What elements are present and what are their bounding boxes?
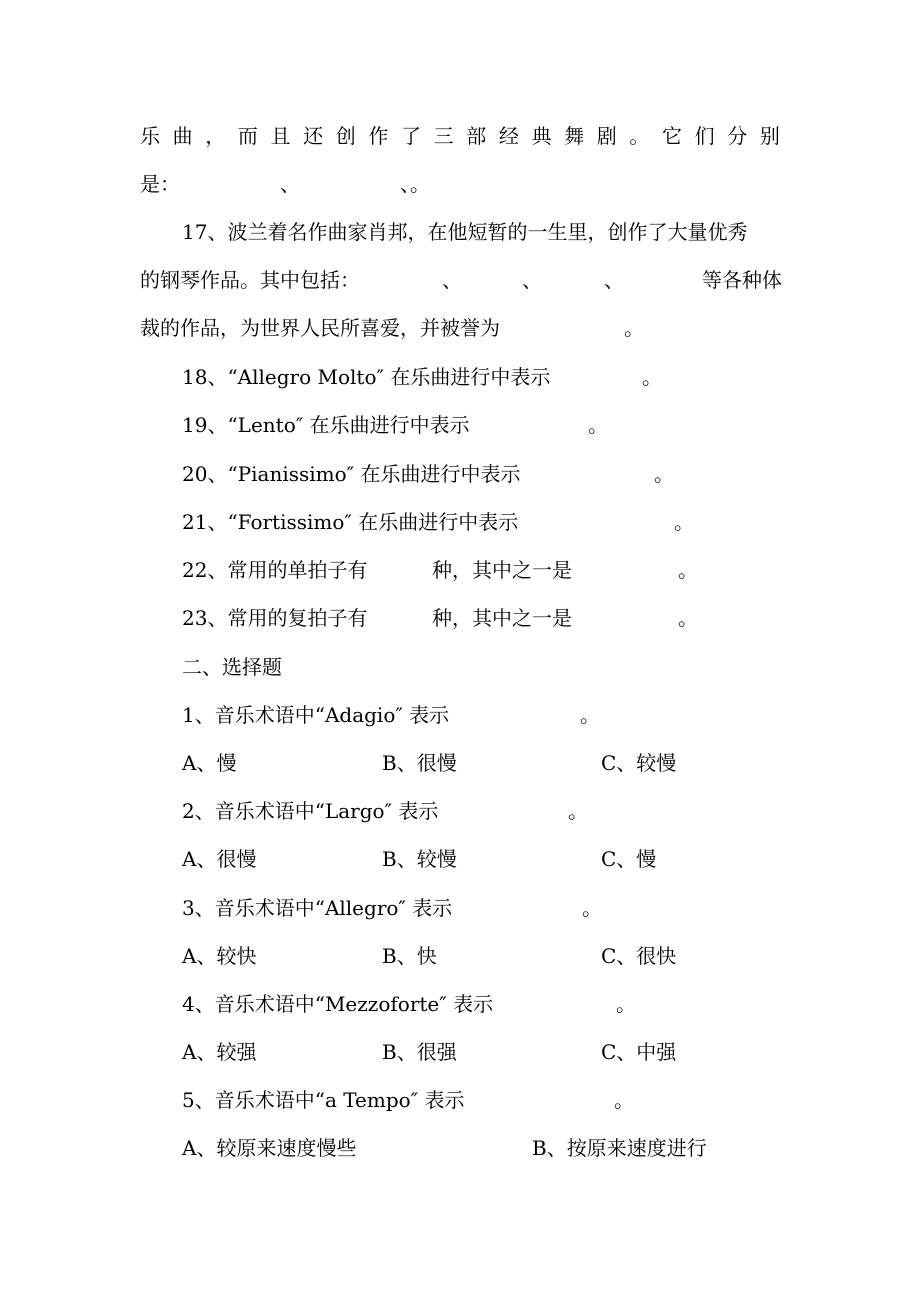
mc-option-a: A、很慢 (182, 847, 257, 871)
text-char: 三 (433, 124, 454, 148)
mc-option-c: C、慢 (601, 847, 657, 871)
q17-line1: 17、波兰着名作曲家肖邦，在他短暂的一生里，创作了大量优秀 (182, 220, 748, 244)
q19-end: 。 (588, 413, 608, 437)
text-char: 经 (498, 124, 519, 148)
mc-option-b: B、很强 (382, 1040, 457, 1064)
q17-sep: 、 (442, 268, 462, 292)
text-char: 。 (629, 124, 650, 148)
mc-question: 1、音乐术语中“Adagio″ 表示 (182, 703, 450, 727)
mc-question-end: 。 (568, 799, 588, 823)
mc-option-a: A、较强 (182, 1040, 257, 1064)
text-char: 分 (727, 124, 748, 148)
q17-line3-start: 裁的作品，为世界人民所喜爱，并被誉为 (140, 316, 500, 340)
q17-line2-end: 等各种体 (702, 268, 782, 292)
mc-option-b: B、快 (382, 944, 437, 968)
q19-text: 19、“Lento″ 在乐曲进行中表示 (182, 413, 470, 437)
q16-line2-sep: 、 (280, 172, 300, 196)
mc-question: 5、音乐术语中“a Tempo″ 表示 (182, 1088, 465, 1112)
q23-end: 。 (678, 606, 698, 630)
q22-end: 。 (678, 558, 698, 582)
text-char: 乐 (140, 124, 160, 148)
text-char: 曲 (172, 124, 193, 148)
text-char: 们 (694, 124, 715, 148)
mc-question-end: 。 (580, 703, 600, 727)
q20-text: 20、“Pianissimo″ 在乐曲进行中表示 (182, 462, 521, 486)
mc-question-end: 。 (614, 1088, 634, 1112)
q17-line3-end: 。 (624, 316, 644, 340)
q23-mid: 种，其中之一是 (432, 606, 572, 630)
q17-sep: 、 (604, 268, 624, 292)
mc-option-a: A、较快 (182, 944, 257, 968)
q22-mid: 种，其中之一是 (432, 558, 572, 582)
q21-text: 21、“Fortissimo″ 在乐曲进行中表示 (182, 510, 519, 534)
mc-question-end: 。 (616, 992, 636, 1016)
q16-line2-sep: 、。 (400, 172, 430, 196)
q22-start: 22、常用的单拍子有 (182, 558, 368, 582)
text-char: 了 (401, 124, 421, 148)
text-char: 典 (531, 124, 552, 148)
q16-line1 (140, 124, 780, 148)
q18-text: 18、“Allegro Molto″ 在乐曲进行中表示 (182, 365, 551, 389)
text-char: 它 (662, 124, 682, 148)
q23-start: 23、常用的复拍子有 (182, 606, 368, 630)
text-char: 创 (335, 124, 356, 148)
mc-option-a: A、慢 (182, 751, 237, 775)
mc-option-b: B、很慢 (382, 751, 457, 775)
text-char: 部 (466, 124, 487, 148)
mc-option-b: B、按原来速度进行 (532, 1136, 707, 1160)
text-char: 还 (303, 124, 324, 148)
mc-option-a: A、较原来速度慢些 (182, 1136, 357, 1160)
text-char: 作 (368, 124, 389, 148)
mc-option-c: C、中强 (601, 1040, 677, 1064)
q21-end: 。 (674, 510, 694, 534)
text-char: 舞 (564, 124, 585, 148)
section-title: 二、选择题 (182, 655, 282, 679)
mc-question: 2、音乐术语中“Largo″ 表示 (182, 799, 439, 823)
text-char: 且 (270, 124, 291, 148)
text-char: 剧 (596, 124, 617, 148)
mc-option-b: B、较慢 (382, 847, 457, 871)
mc-question: 4、音乐术语中“Mezzoforte″ 表示 (182, 992, 494, 1016)
mc-question: 3、音乐术语中“Allegro″ 表示 (182, 896, 453, 920)
q18-end: 。 (642, 365, 662, 389)
mc-option-c: C、较慢 (601, 751, 677, 775)
q20-end: 。 (654, 462, 674, 486)
q17-line2-start: 的钢琴作品。其中包括： (140, 268, 360, 292)
q16-line2-start: 是： (140, 172, 180, 196)
mc-question-end: 。 (582, 896, 602, 920)
text-char: ， (205, 124, 226, 148)
text-char: 而 (237, 124, 258, 148)
mc-option-c: C、很快 (601, 944, 677, 968)
text-char: 别 (759, 124, 780, 148)
q17-sep: 、 (522, 268, 542, 292)
